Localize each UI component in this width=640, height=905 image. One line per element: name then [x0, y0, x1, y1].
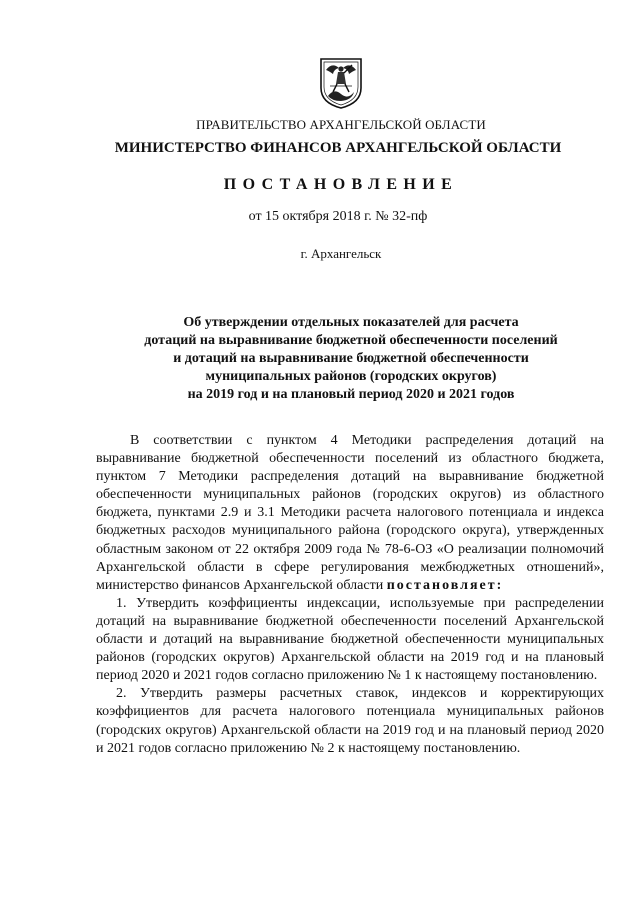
government-name: ПРАВИТЕЛЬСТВО АРХАНГЕЛЬСКОЙ ОБЛАСТИ [196, 117, 486, 132]
preamble-text: В соответствии с пунктом 4 Методики распределения дотаций на выравнивание бюджетной обеспеченности поселений из областного бюджета, пунктом 7 Методики распределения дотаций на выравнивание бюджетной обеспеченности муниципальных районов (городских округов) из областного бюджета, пунктами 2.9 и 3.1 Методики расчета налогового потенциала и индекса бюджетных расходов муниципального района (городского округа), утвержденных областным законом от 22 октября 2009 года № 78-6-ОЗ «О реализации полномочий Архангельской области в сфере регулирования межбюджетных отношений», министерство финансов Архангельской области [96, 433, 604, 593]
title-line: и дотаций на выравнивание бюджетной обеспеченности [173, 351, 529, 366]
title-line: Об утверждении отдельных показателей для расчета [183, 315, 519, 330]
item-1-paragraph: 1. Утвердить коэффициенты индексации, используемые при распределении дотаций на выравнивание бюджетной обеспеченности поселений Архангельской области и дотаций на выравнивание бюджетной обеспеченности муниципальных районов (городских округов) Архангельской области на 2019 год и на плановый период 2020 и 2021 годов согласно приложению № 1 к настоящему постановлению. [96, 595, 604, 684]
title-line: на 2019 год и на плановый период 2020 и 2021 годов [187, 387, 515, 402]
item-2-paragraph: 2. Утвердить размеры расчетных ставок, индексов и корректирующих коэффициентов для расчета налогового потенциала муниципальных районов (городских округов) Архангельской области на 2019 год и на плановый период 2020 и 2021 годов согласно приложению № 2 к настоящему постановлению. [96, 686, 604, 756]
title-line: дотаций на выравнивание бюджетной обеспеченности поселений [144, 333, 558, 348]
city-name: г. Архангельск [300, 246, 382, 261]
document-type-heading: ПОСТАНОВЛЕНИЕ [223, 176, 459, 193]
preamble-paragraph [96, 432, 604, 595]
ministry-name: МИНИСТЕРСТВО ФИНАНСОВ АРХАНГЕЛЬСКОЙ ОБЛАСТИ [114, 140, 562, 156]
decree-title [96, 314, 606, 404]
decree-keyword: постановляет: [386, 577, 504, 593]
date-and-number: от 15 октября 2018 г. № 32-пф [248, 209, 428, 224]
decree-body [96, 432, 604, 758]
arkhangelsk-coat-of-arms-icon [318, 56, 364, 110]
title-line: муниципальных районов (городских округов) [205, 369, 497, 384]
